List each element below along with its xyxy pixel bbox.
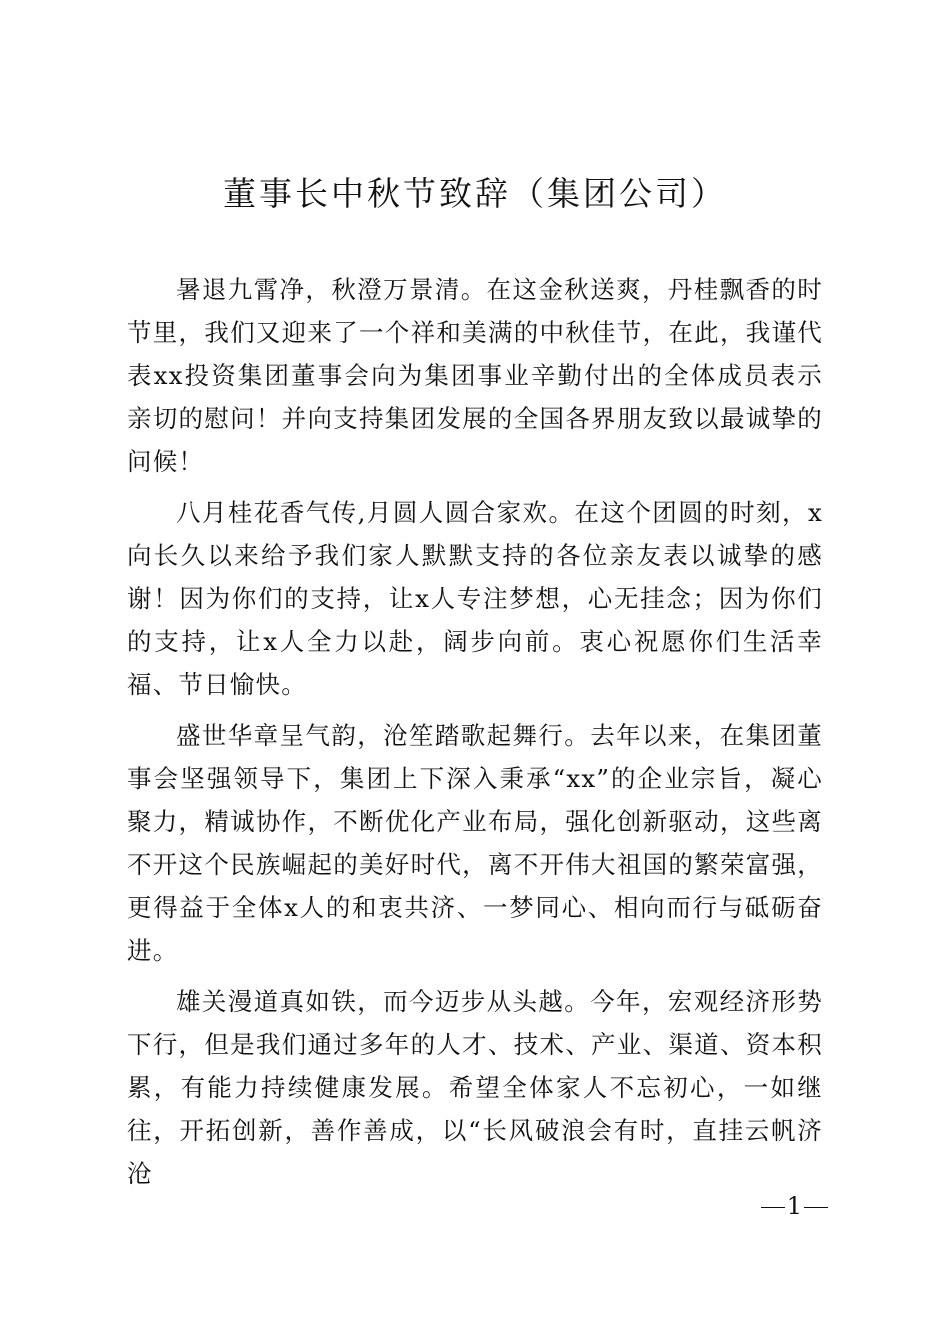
paragraph-1: 暑退九霄净，秋澄万景清。在这金秋送爽，丹桂飘香的时节里，我们又迎来了一个祥和美满的中秋佳节，在此，我谨代表xx投资集团董事会向为集团事业辛勤付出的全体成员表示亲切的慰问！并向支持集团发展的全国各界朋友致以最诚挚的问候！ bbox=[127, 275, 823, 476]
document-body bbox=[127, 268, 823, 1203]
paragraph-4: 雄关漫道真如铁，而今迈步从头越。今年，宏观经济形势下行，但是我们通过多年的人才、技术、产业、渠道、资本积累，有能力持续健康发展。希望全体家人不忘初心，一如继往，开拓创新，善作善成，以“长风破浪会有时，直挂云帆济沧 bbox=[127, 987, 823, 1188]
paragraph-2: 八月桂花香气传,月圆人圆合家欢。在这个团圆的时刻，x向长久以来给予我们家人默默支持的各位亲友表以诚挚的感谢！因为你们的支持，让x人专注梦想，心无挂念；因为你们的支持，让x人全力以赴，阔步向前。衷心祝愿你们生活幸福、节日愉快。 bbox=[127, 498, 823, 699]
document-title: 董事长中秋节致辞（集团公司） bbox=[223, 174, 727, 213]
paragraph-3: 盛世华章呈气韵，沧笙踏歌起舞行。去年以来，在集团董事会坚强领导下，集团上下深入秉承“xx”的企业宗旨，凝心聚力，精诚协作，不断优化产业布局，强化创新驱动，这些离不开这个民族崛起的美好时代，离不开伟大祖国的繁荣富强，更得益于全体x人的和衷共济、一梦同心、相向而行与砥砺奋进。 bbox=[127, 721, 823, 965]
footer-dash-left bbox=[761, 1207, 785, 1208]
page-number: 1 bbox=[786, 1192, 802, 1220]
footer-dash-right bbox=[804, 1207, 828, 1208]
page-footer bbox=[720, 1186, 830, 1226]
